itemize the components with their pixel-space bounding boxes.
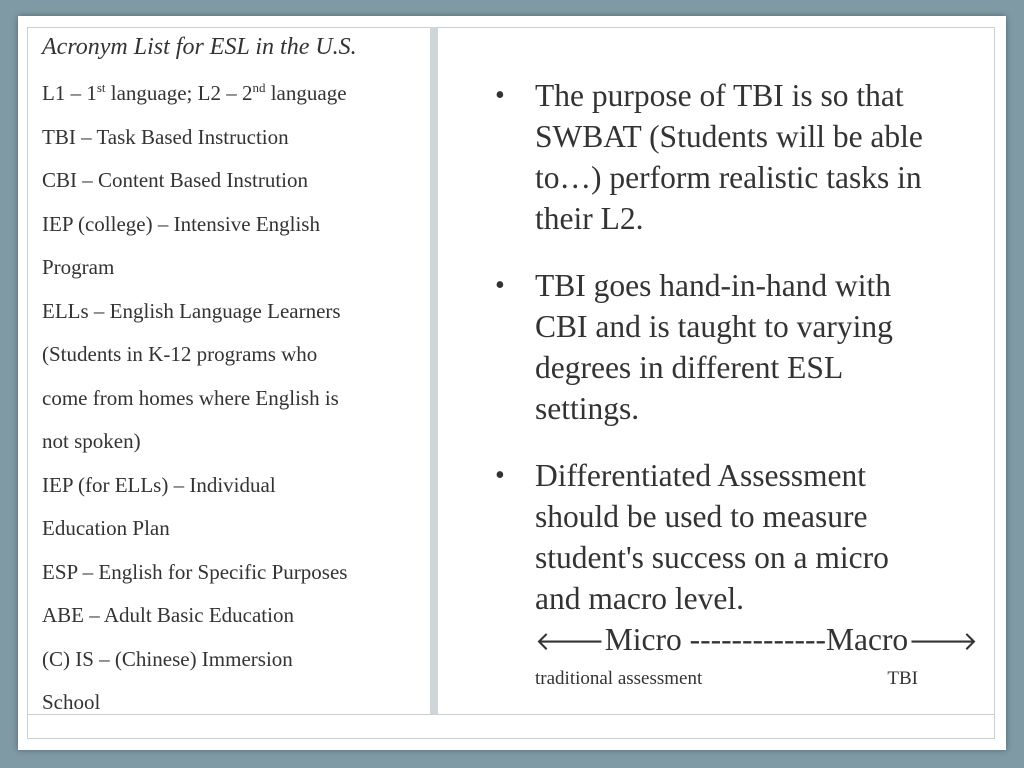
left-arrow-icon: 🡐 xyxy=(535,627,605,657)
bullet-text: TBI goes hand-in-hand with CBI and is taught to varying degrees in different ESL settings. xyxy=(535,268,893,426)
micro-macro-scale xyxy=(535,619,978,663)
scale-dashes: ------------- xyxy=(681,622,826,657)
l1-sup: st xyxy=(96,80,106,95)
acronym-line: Education Plan xyxy=(42,516,170,540)
traditional-assessment-caption: traditional assessment xyxy=(535,668,703,689)
acronym-line: CBI – Content Based Instrution xyxy=(42,168,308,192)
l2-tail: language xyxy=(265,81,347,105)
acronym-line: (Students in K-12 programs who xyxy=(42,342,318,366)
acronym-list-title: Acronym List for ESL in the U.S. xyxy=(42,34,357,60)
acronym-line: ABE – Adult Basic Education xyxy=(42,603,294,627)
scale-captions xyxy=(535,667,918,691)
acronym-line-l1-l2 xyxy=(42,72,427,116)
acronym-line: not spoken) xyxy=(42,429,141,453)
acronym-line: IEP (college) – Intensive English xyxy=(42,211,320,236)
acronym-line: ESP – English for Specific Purposes xyxy=(42,559,348,584)
bullet-item xyxy=(495,75,940,239)
macro-label: Macro xyxy=(825,622,909,657)
acronym-line: IEP (for ELLs) – Individual xyxy=(42,472,276,497)
bullet-item xyxy=(495,455,978,691)
acronym-line: TBI – Task Based Instruction xyxy=(42,124,289,149)
acronym-line: School xyxy=(42,690,101,714)
bullet-icon: • xyxy=(495,270,505,301)
acronym-panel xyxy=(42,30,427,725)
bullet-list xyxy=(495,75,978,691)
tbi-caption: TBI xyxy=(887,668,918,689)
bullet-text: Differentiated Assessment should be used to measure student's success on a micro and macro level. xyxy=(535,458,889,616)
micro-label: Micro xyxy=(604,622,682,657)
acronym-line: ELLs – English Language Learners xyxy=(42,298,341,323)
bullet-icon: • xyxy=(495,460,505,491)
content-panel xyxy=(495,75,978,717)
acronym-line: (C) IS – (Chinese) Immersion xyxy=(42,646,293,671)
acronym-line: Program xyxy=(42,255,115,279)
bullet-item xyxy=(495,265,940,429)
l1-text: L1 – 1 xyxy=(42,81,97,105)
bullet-icon: • xyxy=(495,80,505,111)
column-divider xyxy=(430,27,438,715)
acronym-line: come from homes where English is xyxy=(42,385,339,410)
bullet-text: The purpose of TBI is so that SWBAT (Students will be able to…) perform realistic tasks in their L2. xyxy=(535,78,923,236)
right-arrow-icon: 🡒 xyxy=(908,627,978,657)
l2-sup: nd xyxy=(252,80,266,95)
l2-text: language; L2 – 2 xyxy=(105,81,253,105)
